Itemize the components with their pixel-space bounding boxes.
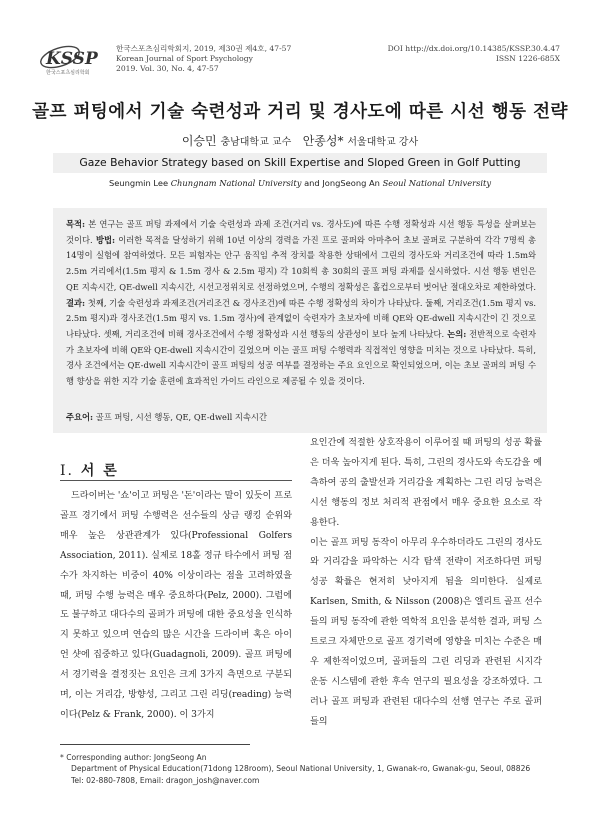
abstract-method: 이러한 목적을 달성하기 위해 10년 이상의 경력을 가진 프로 골퍼와 아마추어 초보 골퍼로 구분하여 각각 7명씩 총 14명이 실험에 참여하였다. 모든 피험자는 안구 움직임 추적 장치를 착용한 상태에서 그린의 경사도와 거리조건에 따라 1.5m와 2.5m 거리에서(1.5m 평지 & 1.5m 경사 & 2.5m 평지) 각 10회씩 총 30회의 골프 퍼팅 과제를 실시하였다. 시선 행동 변인은 QE 지속시간, QE-dwell 지속시간, 시선고정위치로 선정하였으며, 수행의 정확성은 홀컵으로부터 벗어난 절대오차로 제한하였다. (66, 234, 537, 292)
journal-header-left (116, 44, 291, 74)
logo-text: KSSP (46, 49, 98, 69)
abstract-purpose: 본 연구는 골프 퍼팅 과제에서 기술 숙련성과 과제 조건(거리 vs. 경사도)에 따른 수행 정확성과 시선 행동 특성을 살펴보는 것이다. (66, 219, 536, 245)
keywords (66, 410, 536, 424)
abstract (66, 217, 536, 390)
footnote-corresponding: * Corresponding author: JongSeong An (60, 753, 207, 762)
section-title: 서 론 (80, 463, 119, 479)
journal-header-right (388, 44, 560, 64)
section-number: I. (60, 463, 74, 479)
author1-name-en: Seungmin Lee (108, 178, 169, 188)
body-paragraph: 이는 골프 퍼팅 동작이 아무리 우수하더라도 그린의 경사도와 거리감을 파악하는 시각 탐색 전략이 저조하다면 퍼팅 성공 확률은 현저히 낮아지게 됨을 의미한다. 실제로 Karlsen, Smith, & Nilsson (2008)은 엘리트 골프 선수들의 퍼팅 동작에 관한 역학적 요인을 분석한 결과, 퍼팅 스트로크 자체만으로 골프 경기력에 영향을 미치는 수준은 매우 제한적이었으며, 골퍼들의 그린 리딩과 관련된 시지각 운동 시스템에 관한 후속 연구의 필요성을 강조하였다. 그러나 골프 퍼팅과 관련된 대다수의 선행 연구는 주로 골퍼들의 (310, 537, 542, 727)
footnote-divider (60, 744, 250, 745)
keywords-label: 주요어: (66, 412, 94, 422)
abstract-label-conclusion: 논의: (444, 328, 467, 339)
abstract-conclusion: 전반적으로 숙련자가 초보자에 비해 QE와 QE-dwell 지속시간이 길었으며 이는 골프 퍼팅 수행력과 직접적인 영향을 미치는 것으로 나타났다. 특히, 경사 조건에서는 QE-dwell 지속시간이 골프 퍼팅의 성공 여부를 결정하는 주요 요인으로 확인되었으며, 이는 초보 골퍼의 퍼팅 수행 향상을 위한 지각 기술 훈련에 효과적인 가이드 라인으로 제공될 수 있을 것이다. (66, 328, 536, 387)
author2-affiliation: 서울대학교 강사 (347, 137, 419, 148)
paper-title-ko: 골프 퍼팅에서 기술 숙련성과 거리 및 경사도에 따른 시선 행동 전략 (32, 102, 568, 122)
body-column-left (60, 487, 292, 726)
doi-text: DOI http://dx.doi.org/10.14385/KSSP.30.4.47 (387, 44, 560, 53)
logo-subtext: 한국스포츠심리학회 (46, 70, 90, 76)
author-conjunction: and (304, 178, 320, 188)
author2-name-en: JongSeong An (322, 178, 380, 188)
journal-logo (38, 40, 108, 80)
journal-name-en: Korean Journal of Sport Psychology (116, 54, 253, 63)
author1-name: 이승민 (181, 134, 217, 148)
abstract-label-purpose: 목적: (66, 219, 86, 229)
volume-info: 2019. Vol. 30, No. 4, 47-57 (116, 64, 219, 73)
author2-name: 안종성* (302, 134, 344, 148)
section-divider (60, 480, 292, 481)
body-paragraph-continued: 요인간에 적절한 상호작용이 이루어질 때 퍼팅의 성공 확률은 더욱 높아지게 된다. 특히, 그린의 경사도와 속도감을 예측하여 공의 출발선과 거리감을 계획하는 그린 리딩 능력은 시선 행동의 정보 처리적 관점에서 매우 중요한 요소로 작용한다. (310, 438, 542, 528)
footnote-address: Department of Physical Education(71dong 128room), Seoul National University, 1, Gwanak-ro, Gwanak-gu, Seoul, 08826 (71, 764, 531, 774)
abstract-results: 첫째, 기술 숙련성과 과제조건(거리조건 & 경사조건)에 따른 수행 정확성의 차이가 나타났다. 둘째, 거리조건(1.5m 평지 vs. 2.5m 평지)과 경사조건(1.5m 평지 vs. 1.5m 경사)에 관계없이 숙련자가 초보자에 비해 QE와 QE-dwell 지속시간이 긴 것으로 나타났다. 셋째, 거리조건에 비해 경사조건에서 수행 정확성과 시선 행동의 상관성이 보다 높게 나타났다. (66, 297, 536, 339)
abstract-label-method: 방법: (92, 234, 116, 245)
author1-affiliation: 충남대학교 교수 (220, 137, 292, 148)
authors-en (0, 178, 600, 188)
body-column-right (310, 434, 542, 733)
keywords-text: 골프 퍼팅, 시선 행동, QE, QE-dwell 지속시간 (93, 412, 267, 422)
footnote-contact: Tel: 02-880-7808, Email: dragon_josh@naver.com (71, 775, 260, 785)
issn-text: ISSN 1226-685X (495, 54, 560, 63)
body-paragraph: 드라이버는 '쇼'이고 퍼팅은 '돈'이라는 말이 있듯이 프로 골프 경기에서 퍼팅 수행력은 선수들의 상금 랭킹 순위와 매우 높은 상관관계가 있다(Professional Golfers Association, 2011). 실제로 18홀 정규 타수에서 퍼팅 점수가 차지하는 비중이 40% 이상이라는 점을 고려하였을 때, 퍼팅 수행 능력은 매우 중요하다(Pelz, 2000). 그럼에도 불구하고 대다수의 골퍼가 퍼팅에 대한 중요성을 인식하지 못하고 있으며 연습의 많은 시간을 드라이버 혹은 아이언 샷에 집중하고 있다(Guadagnoli, 2009). 골프 퍼팅에서 경기력을 결정짓는 요인은 크게 3가지 측면으로 구분되며, 이는 거리감, 방향성, 그리고 그린 리딩(reading) 능력이다(Pelz & Frank, 2000). 이 3가지 (60, 491, 292, 720)
authors-ko (0, 132, 600, 149)
author2-affiliation-en: Seoul National University (382, 178, 492, 188)
journal-name-ko: 한국스포츠심리학회지, 2019, 제30권 제4호, 47-57 (116, 44, 292, 53)
paper-title-en: Gaze Behavior Strategy based on Skill Expertise and Sloped Green in Golf Putting (53, 153, 547, 173)
section-heading (60, 460, 119, 480)
abstract-label-results: 결과: (66, 297, 86, 308)
author1-affiliation-en: Chungnam National University (170, 178, 302, 188)
footnote (60, 752, 560, 786)
